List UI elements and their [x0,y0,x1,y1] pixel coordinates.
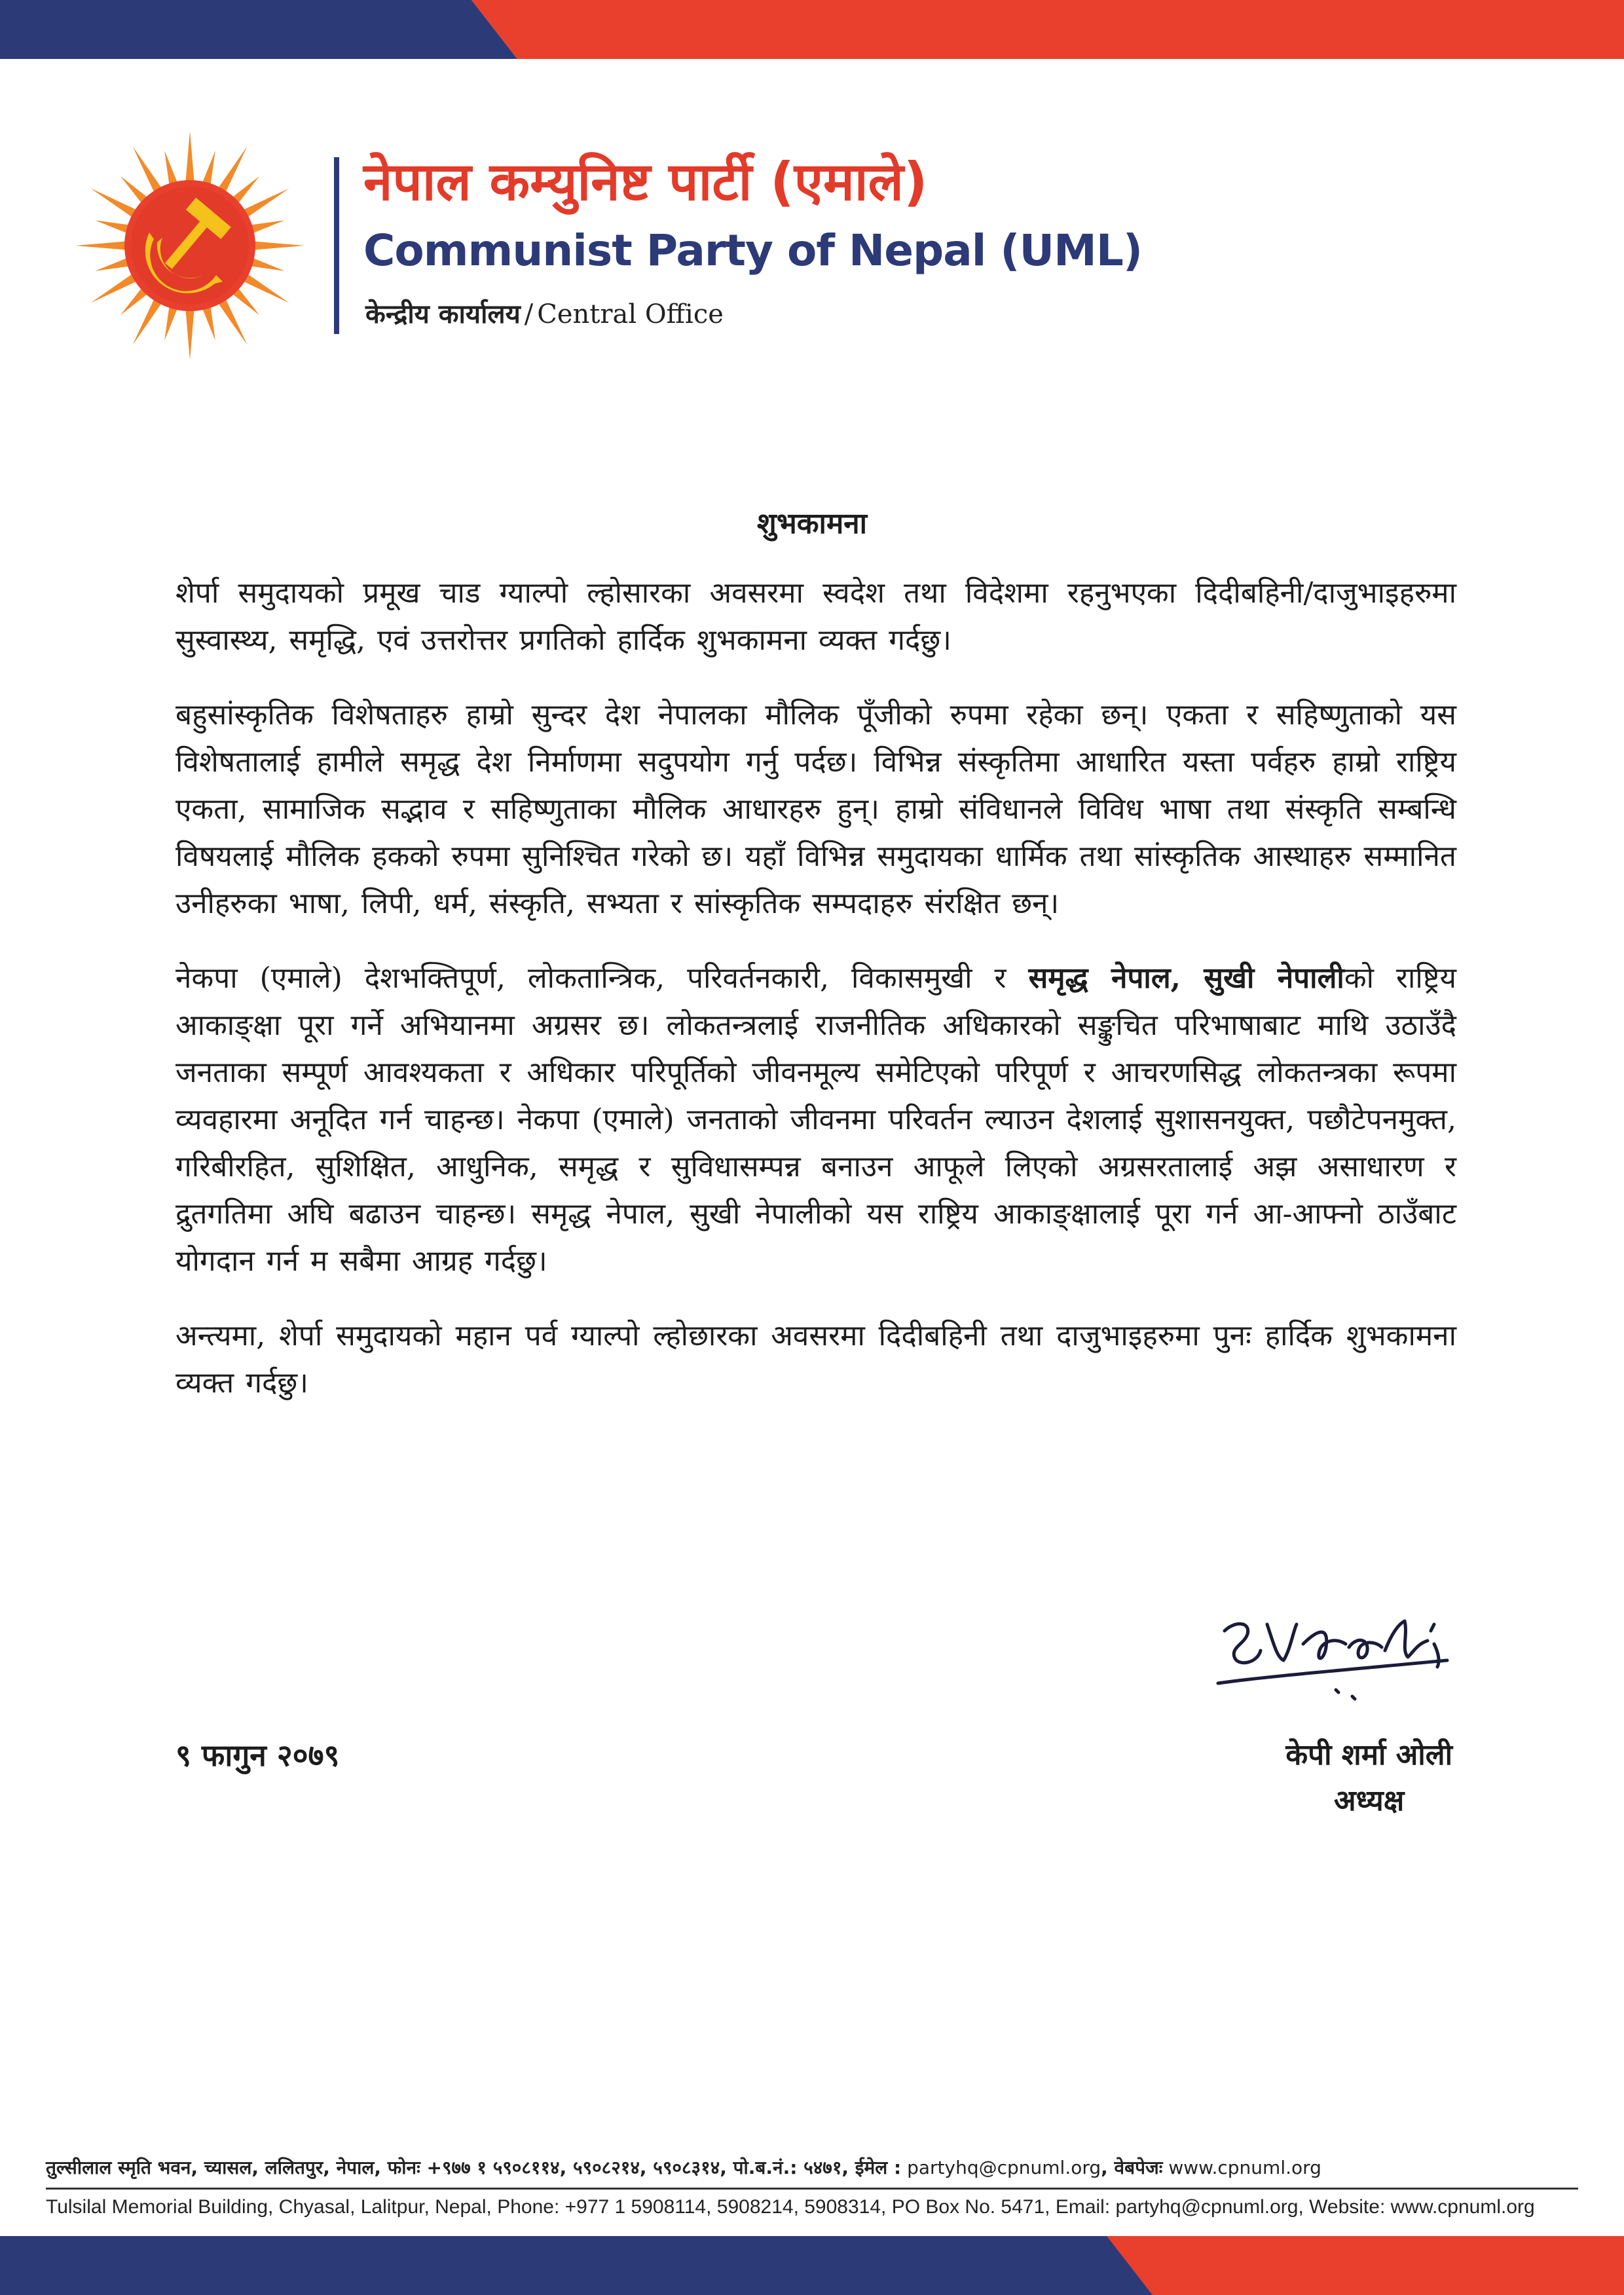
letter-title: शुभकामना [756,507,868,540]
paragraph-2: बहुसांस्कृतिक विशेषताहरु हाम्रो सुन्दर देश नेपालका मौलिक पूँजीको रुपमा रहेका छन्। एकता र सहिष्णुताको यस विशेषतालाई हामीले समृद्ध देश निर्माणमा सदुपयोग गर्नु पर्दछ। विभिन्न संस्कृतिमा आधारित यस्ता पर्वहरु हाम्रो राष्ट्रिय एकता, सामाजिक सद्भाव र सहिष्णुताका मौलिक आधारहरु हुन्। हाम्रो संविधानले विविध भाषा तथा संस्कृति सम्बन्धि विषयलाई मौलिक हकको रुपमा सुनिश्चित गरेको छ। यहाँ विभिन्न समुदायका धार्मिक तथा सांस्कृतिक आस्थाहरु सम्मानित उनीहरुका भाषा, लिपी, धर्म, संस्कृति, सभ्यता र सांस्कृतिक सम्पदाहरु संरक्षित छन्। [175,698,1456,920]
paragraph-4: अन्त्यमा, शेर्पा समुदायको महान पर्व ग्याल्पो ल्होछारका अवसरमा दिदीबहिनी तथा दाजुभाइहरुमा पुनः हार्दिक शुभकामना व्यक्त गर्दछु। [175,1319,1456,1400]
sun-ray [95,257,131,271]
sun-ray [95,220,131,234]
paragraph-3 [175,955,1456,1285]
sun-ray [202,305,215,341]
header-divider [334,157,339,334]
office-separator: / [524,299,534,329]
paragraph-3-start: नेकपा (एमाले) देशभक्तिपूर्ण, लोकतान्त्रिक, परिवर्तनकारी, विकासमुखी र [175,961,1029,995]
office-label [365,295,724,334]
party-name-nepali: नेपाल कम्युनिष्ट पार्टी (एमाले) [363,151,928,212]
sun-ray [242,273,289,303]
paragraph-3-emphasis: समृद्ध नेपाल, सुखी नेपाली [1028,961,1344,995]
party-name-english: Communist Party of Nepal (UML) [363,225,1143,276]
footer-website-nepali[interactable]: www.cpnuml.org [1168,2157,1321,2178]
sun-ray [185,131,194,183]
sun-ray [217,297,248,345]
sun-ray [164,305,178,341]
top-color-band [0,0,1624,59]
handwritten-signature [1211,1585,1473,1716]
sun-ray [90,273,138,303]
footer-web-label-nepali: , वेबपेजः [1101,2157,1163,2178]
party-emblem [72,128,308,364]
bottom-color-band [0,2236,1624,2295]
footer-address-english: Tulsilal Memorial Building, Chyasal, Lalitpur, Nepal, Phone: +977 1 5908114, 5908214, 5908314, PO Box No. 5471, Email: partyhq@cpnuml.org, Website: www.cpnuml.org [46,2196,1535,2218]
sun-ray [133,146,163,194]
signer-block [1285,1732,1452,1824]
sun-ray [252,241,304,250]
footer-address-nepali-text: तुल्सीलाल स्मृति भवन, च्यासल, ललितपुर, नेपाल, फोनः +९७७ १ ५९०८११४, ५९०८२१४, ५९०८३१४, पो.ब.नं.: ५४७१, ईमेल : [46,2157,902,2178]
footer-address-nepali [46,2155,1578,2181]
sun-ray [75,241,128,250]
sun-ray [90,189,138,219]
paragraph-3-rest: को राष्ट्रिय आकाङ्क्षा पूरा गर्ने अभियानमा अग्रसर छ। लोकतन्त्रलाई राजनीतिक अधिकारको सङ्कुचित परिभाषाबाट माथि उठाउँदै जनताका सम्पूर्ण आवश्यकता र अधिकार परिपूर्तिको जीवनमूल्य समेटिएको परिपूर्ण र आचरणसिद्ध लोकतन्त्रका रूपमा व्यवहारमा अनूदित गर्न चाहन्छ। नेकपा (एमाले) जनताको जीवनमा परिवर्तन ल्याउन देशलाई सुशासनयुक्त, पछौटेपनमुक्त, गरिबीरहित, सुशिक्षित, आधुनिक, समृद्ध र सुविधासम्पन्न बनाउन आफूले लिएको अग्रसरतालाई अझ असाधारण र द्रुतगतिमा अघि बढाउन चाहन्छ। समृद्ध नेपाल, सुखी नेपालीको यस राष्ट्रिय आकाङ्क्षालाई पूरा गर्न आ-आफ्नो ठाउँबाट योगदान गर्न म सबैमा आग्रह गर्दछु। [175,961,1456,1278]
sun-ray [202,151,215,187]
signer-title: अध्यक्ष [1334,1784,1405,1818]
signer-name: केपी शर्मा ओली [1285,1738,1452,1772]
sun-ray [249,220,285,234]
sun-ray [249,257,285,271]
office-label-nepali: केन्द्रीय कार्यालय [365,299,521,329]
sun-ray [242,189,289,219]
hammer-sickle-sun-icon [72,128,308,364]
sun-ray [164,151,178,187]
paragraph-1: शेर्पा समुदायको प्रमूख चाड ग्याल्पो ल्होसारका अवसरमा स्वदेश तथा विदेशमा रहनुभएका दिदीबहिनी/दाजुभाइहरुमा सुस्वास्थ्य, समृद्धि, एवं उत्तरोत्तर प्रगतिको हार्दिक शुभकामना व्यक्त गर्दछु। [175,576,1456,657]
letter-body [175,570,1456,1434]
office-label-english: Central Office [537,299,724,329]
sun-ray [133,297,163,345]
letter-date: ९ फागुन २०७९ [175,1738,340,1773]
sun-ray [217,146,248,194]
footer-divider [46,2188,1578,2190]
footer-email-nepali[interactable]: partyhq@cpnuml.org [907,2157,1101,2178]
sun-ray [185,308,194,360]
